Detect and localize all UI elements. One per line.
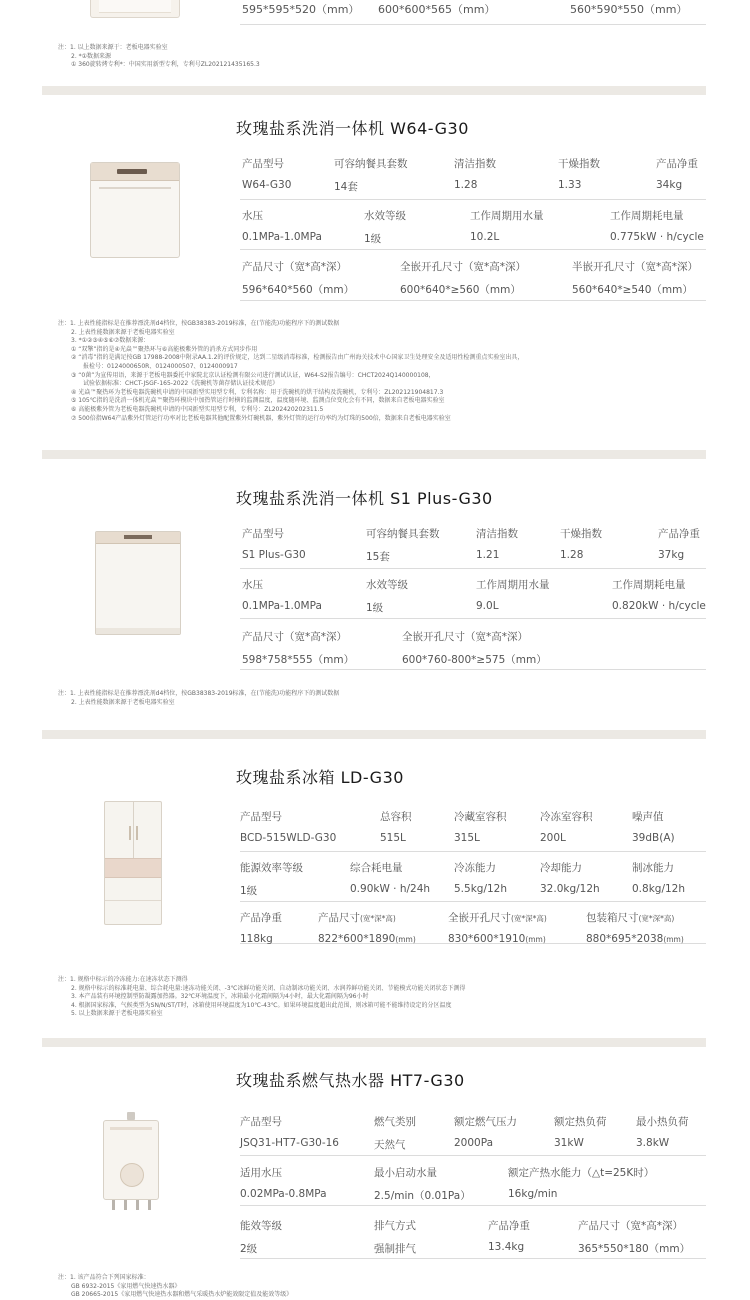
footnote-line: 3. 本产品装有环境控制型防凝露加热器。32℃环境温度下，冰箱最小化霜间隔为4小时，最大化霜间隔为96小时 — [71, 993, 369, 1001]
spec-cell: 工作周期耗电量 0.775kW · h/cycle — [610, 210, 704, 243]
footnote-line: ⑥ 高能极紫外管为老板电器洗碗机申请的中国新型实用型专利，专利号：ZL202420202311.5 — [71, 405, 324, 413]
footnotes — [58, 690, 708, 707]
spec-cell: 适用水压 0.02MPa-0.8MPa — [240, 1167, 327, 1200]
footnote-line: ⑦ 500倍指W64产品紫外灯管运行功率对比老板电器其他配置紫外灯碗机器，紫外灯管的运行功率约为灯珠的500倍，数据来自老板电器实验室 — [71, 414, 451, 422]
spec-cell: 最小启动水量 2.5/min（0.01Pa） — [374, 1167, 471, 1202]
product-image-refrigerator — [104, 801, 162, 925]
spec-cell: 水压 0.1MPa-1.0MPa — [242, 210, 322, 243]
spec-cell: 能源效率等级 1级 — [240, 862, 303, 897]
spec-cell: 产品尺寸（宽*高*深） 598*758*555（mm） — [242, 631, 355, 666]
footnotes — [58, 976, 708, 1019]
spec-cell: 噪声值 39dB(A) — [632, 811, 675, 844]
footnote-line: ③ “0菌”为宣传用语，来源于老板电器委托中家院北京认证检测有限公司进行测试认证，W64-S2报告编号：CHCT2024Q140000108， — [71, 371, 435, 379]
spec-cell: 工作周期用水量 9.0L — [476, 579, 550, 612]
spec-cell: 制冰能力 0.8kg/12h — [632, 862, 685, 895]
section-title: 玫瑰盐系冰箱 LD-G30 — [236, 768, 404, 787]
spec-cell: 额定热负荷 31kW — [554, 1116, 607, 1149]
spec-cell: 产品尺寸（宽*高*深） 596*640*560（mm） — [242, 261, 355, 296]
spec-cell: 干燥指数 1.33 — [558, 158, 600, 191]
product-image-pipes — [108, 1200, 154, 1210]
spec-cell: 产品型号 W64-G30 — [242, 158, 292, 191]
spec-value: 600*600*565（mm） — [378, 3, 496, 16]
product-image-oven — [90, 0, 180, 18]
spec-cell: 干燥指数 1.28 — [560, 528, 602, 561]
footnote-line: ④ 光焱™聚热环为老板电器洗碗机申请的中国新型实用型专利，专利名称：用于洗碗机的烘干结构及洗碗机，专利号：ZL202121904817.3 — [71, 388, 444, 396]
spec-row — [240, 204, 706, 250]
spec-cell: 产品型号 S1 Plus-G30 — [242, 528, 306, 561]
footnote-line: GB 20665-2015《家用燃气快速热水器和燃气采暖热水炉能效限定值及能效等级》 — [71, 1291, 293, 1299]
spec-cell: 水效等级 1级 — [364, 210, 406, 245]
footnote-line: ② “消毒”指的是满足按GB 17988-2008中附录AA.1.2的评价规定，达到二星级消毒标准，检测报告由广州海关技术中心国家卫生处理安全及适用性检测重点实验室出具， — [71, 354, 524, 362]
product-image-dishwasher — [90, 162, 180, 258]
spec-cell: 产品型号 JSQ31-HT7-G30-16 — [240, 1116, 339, 1149]
spec-row — [240, 1213, 706, 1259]
section-divider — [42, 86, 706, 95]
spec-row — [240, 255, 706, 301]
spec-cell: 额定燃气压力 2000Pa — [454, 1116, 517, 1149]
footnotes — [58, 44, 708, 70]
spec-cell: 产品净重 34kg — [656, 158, 698, 191]
footnote-line: GB 6932-2015《家用燃气快速热水器》 — [71, 1282, 181, 1290]
spec-cell: 产品尺寸(宽*深*高) 822*600*1890(mm) — [318, 912, 416, 945]
footnote-line: 4. 根据国家标准，气候类型为SN/N/ST/T时，冰箱使用环境温度为10℃-43℃。如果环境温度超出此范围，则冰箱可能不能维持设定的分区温度 — [71, 1001, 452, 1009]
spec-value: 595*595*520（mm） — [242, 3, 360, 16]
footnote-line: 注：1. 上表性能指标是在推荐漂洗剂d4档位，按GB38383-2019标准，在(节能洗)功能程序下的测试数据 — [58, 690, 340, 697]
footnote-line: 试验依据标准：CHCT-JSGF-165-2022《洗碗机等菌存储认证技术规范》 — [83, 380, 279, 388]
footnote-line: 2. 上表性能数据来源于老板电器实验室 — [71, 328, 175, 336]
spec-cell: 工作周期耗电量 0.820kW · h/cycle — [612, 579, 706, 612]
footnotes — [58, 1274, 708, 1300]
spec-row — [240, 624, 706, 670]
spec-cell: 产品净重 37kg — [658, 528, 700, 561]
section-divider — [42, 1038, 706, 1047]
section-divider — [42, 450, 706, 459]
spec-cell: 总容积 515L — [380, 811, 412, 844]
section-title: 玫瑰盐系燃气热水器 HT7-G30 — [236, 1071, 465, 1090]
spec-row — [240, 1160, 706, 1206]
footnote-line: 2. 上表性能数据来源于老板电器实验室 — [71, 698, 175, 706]
footnote-line: 2. *①数据来源 — [71, 52, 112, 60]
spec-cell: 能效等级 2级 — [240, 1220, 282, 1255]
footnote-line: ① “双擎”指的是④光焱™聚热环与⑥高能极紫外管的消杀方式同步作用 — [71, 345, 258, 353]
spec-row — [240, 856, 706, 902]
spec-cell: 可容纳餐具套数 15套 — [366, 528, 440, 563]
spec-cell: 冷却能力 32.0kg/12h — [540, 862, 600, 895]
footnote-line: 报检号：0124000650R、0124000507、0124000917 — [83, 362, 238, 370]
spec-row — [240, 573, 706, 619]
spec-cell: 冷藏室容积 315L — [454, 811, 507, 844]
product-image-flue — [127, 1112, 135, 1120]
spec-cell: 可容纳餐具套数 14套 — [334, 158, 408, 193]
spec-cell: 产品净重 13.4kg — [488, 1220, 530, 1253]
spec-row — [240, 1108, 706, 1156]
spec-value: 560*590*550（mm） — [570, 3, 688, 16]
table-rule — [240, 24, 706, 25]
spec-cell: 全嵌开孔尺寸（宽*高*深） 600*640*≥560（mm） — [400, 261, 526, 296]
spec-row — [240, 154, 706, 200]
spec-cell: 综合耗电量 0.90kW · h/24h — [350, 862, 431, 895]
spec-cell: 产品尺寸（宽*高*深） 365*550*180（mm） — [578, 1220, 691, 1255]
footnote-line: 注：1. 以上数据来源于：老板电器实验室 — [58, 44, 168, 51]
spec-cell: 包装箱尺寸(宽*深*高) 880*695*2038(mm) — [586, 912, 684, 945]
spec-cell: 冷冻室容积 200L — [540, 811, 593, 844]
footnotes — [58, 320, 708, 423]
spec-row — [240, 906, 706, 944]
footnote-line: 3. *①②③④⑤⑥⑦数据来源： — [71, 337, 150, 345]
footnote-line: 5. 以上数据来源于老板电器实验室 — [71, 1010, 163, 1018]
spec-row — [240, 805, 706, 852]
footnote-line: ⑤ 105℃指的是洗消一体机光焱™聚热环模块中加热管运行时横的监测温度，温度随环境、监测点位变化会有不同，数据来自老板电器实验室 — [71, 397, 445, 405]
spec-cell: 半嵌开孔尺寸（宽*高*深） 560*640*≥540（mm） — [572, 261, 698, 296]
product-image-water-heater — [103, 1120, 159, 1200]
spec-cell: 水压 0.1MPa-1.0MPa — [242, 579, 322, 612]
spec-cell: 产品净重 118kg — [240, 912, 282, 945]
footnote-line: 注：1. 规格中标示的冷冻能力:在速冻状态下测得 — [58, 976, 188, 983]
product-image-dishwasher — [95, 531, 181, 635]
spec-cell: 最小热负荷 3.8kW — [636, 1116, 689, 1149]
spec-cell: 全嵌开孔尺寸(宽*深*高) 830*600*1910(mm) — [448, 912, 547, 945]
spec-cell: 冷冻能力 5.5kg/12h — [454, 862, 507, 895]
spec-row — [240, 523, 706, 569]
spec-cell: 产品型号 BCD-515WLD-G30 — [240, 811, 337, 844]
footnote-line: ① 360旋转烤专利*：中国实用新型专利，专利号ZL202121435165.3 — [71, 61, 260, 69]
section-title: 玫瑰盐系洗消一体机 W64-G30 — [236, 119, 469, 138]
section-divider — [42, 730, 706, 739]
spec-cell: 清洁指数 1.28 — [454, 158, 496, 191]
spec-cell: 工作周期用水量 10.2L — [470, 210, 544, 243]
spec-cell: 水效等级 1级 — [366, 579, 408, 614]
spec-cell: 燃气类别 天然气 — [374, 1116, 416, 1151]
footnote-line: 注：1. 上表性能指标是在推荐漂洗剂d4档位，按GB38383-2019标准，在(节能洗)功能程序下的测试数据 — [58, 320, 340, 327]
spec-cell: 额定产热水能力（△t=25K时） 16kg/min — [508, 1167, 655, 1200]
spec-cell: 排气方式 强制排气 — [374, 1220, 416, 1255]
spec-cell: 全嵌开孔尺寸（宽*高*深） 600*760-800*≥575（mm） — [402, 631, 547, 666]
footnote-line: 注：1. 该产品符合下列国家标准： — [58, 1274, 150, 1281]
section-title: 玫瑰盐系洗消一体机 S1 Plus-G30 — [236, 489, 493, 508]
spec-cell: 清洁指数 1.21 — [476, 528, 518, 561]
footnote-line: 2. 规格中标示的标准耗电量、综合耗电量:速冻功能关闭、-3℃冰鲜功能关闭、自动制冰功能关闭、水润养鲜功能关闭、节能模式功能关闭状态下测得 — [71, 984, 466, 992]
